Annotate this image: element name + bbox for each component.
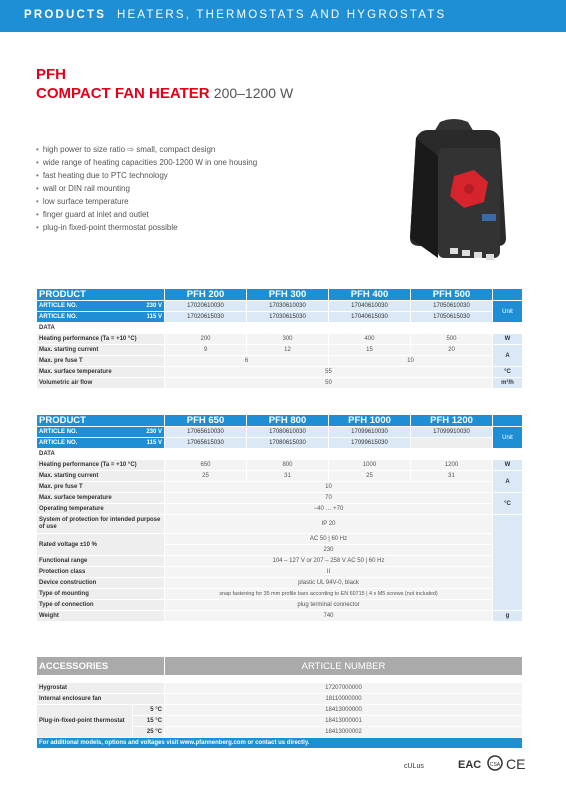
spec-unit: A — [493, 471, 523, 493]
spec-value: 31 — [247, 471, 329, 482]
ce-mark — [506, 756, 525, 772]
spec-label: Max. pre fuse T — [37, 482, 165, 493]
spec-unit: °C — [493, 493, 523, 515]
spec-row — [37, 534, 523, 545]
spec-label: Volumetric air flow — [37, 378, 165, 389]
feature-item: • plug-in fixed-point thermostat possible — [36, 221, 257, 234]
accessory-row — [37, 705, 523, 716]
spec-row — [37, 460, 523, 471]
data-label: DATA — [37, 449, 523, 460]
spec-value: 650 — [165, 460, 247, 471]
model-header: PFH 200 — [165, 289, 247, 301]
thermostat-temp: 15 °C — [133, 716, 165, 727]
spec-value: 740 — [165, 611, 493, 622]
accessory-article: 18110000000 — [165, 694, 523, 705]
spec-unit: m³/h — [493, 378, 523, 389]
spec-label: Functional range — [37, 556, 165, 567]
spec-unit-empty — [493, 515, 523, 611]
accessories-header: ACCESSORIES — [37, 657, 165, 676]
article-number: 17099610030 — [329, 427, 411, 438]
product-header: PRODUCT — [37, 289, 165, 301]
spec-value: 10 — [165, 482, 493, 493]
footnote-row — [37, 738, 523, 749]
article-number: 17099615030 — [329, 438, 411, 449]
article-number-header: ARTICLE NUMBER — [165, 657, 523, 676]
article-number: 17020615030 — [165, 312, 247, 323]
unit-header: Unit — [493, 427, 523, 449]
spec-value: 25 — [329, 471, 411, 482]
article-number: 17050610030 — [411, 301, 493, 312]
article-number: 17030610030 — [247, 301, 329, 312]
spec-label: Rated voltage ±10 % — [37, 534, 165, 556]
spec-unit: g — [493, 611, 523, 622]
spec-value: 31 — [411, 471, 493, 482]
feature-list — [36, 143, 257, 234]
banner-section: HEATERS, THERMOSTATS AND HYGROSTATS — [116, 9, 447, 21]
spec-label: Type of mounting — [37, 589, 165, 600]
unit-header: Unit — [493, 301, 523, 323]
spec-value: IP 20 — [165, 515, 493, 534]
spec-value: 200 — [165, 334, 247, 345]
csa-label: CSA — [489, 762, 501, 768]
product-name: COMPACT FAN HEATER — [36, 85, 210, 102]
spec-label: Max. starting current — [37, 471, 165, 482]
article-number: 17065610030 — [165, 427, 247, 438]
model-header: PFH 500 — [411, 289, 493, 301]
banner-category: PRODUCTS — [24, 9, 107, 21]
power-range: 200–1200 W — [213, 85, 294, 101]
spec-row — [37, 578, 523, 589]
model-header: PFH 1000 — [329, 415, 411, 427]
spec-label: Operating temperature — [37, 504, 165, 515]
header-banner — [0, 0, 566, 32]
spec-unit: W — [493, 334, 523, 345]
certification-marks — [402, 752, 532, 774]
culus-mark — [404, 763, 424, 770]
feature-item: • wall or DIN rail mounting — [36, 182, 257, 195]
accessory-article: 18413000002 — [165, 727, 523, 738]
accessory-article: 18413000001 — [165, 716, 523, 727]
table1-header-row — [37, 289, 523, 301]
csa-mark — [488, 756, 502, 770]
model-header: PFH 400 — [329, 289, 411, 301]
article-label: ARTICLE NO. 230 V — [37, 301, 165, 312]
spec-value: 1200 — [411, 460, 493, 471]
spec-row — [37, 504, 523, 515]
spec-row — [37, 567, 523, 578]
spec-value: 800 — [247, 460, 329, 471]
spec-value: 25 — [165, 471, 247, 482]
spec-label: Heating performance (Ta = +10 °C) — [37, 460, 165, 471]
article-number — [411, 438, 493, 449]
spec-label: Weight — [37, 611, 165, 622]
article-number: 17065615030 — [165, 438, 247, 449]
spec-value: 104 – 127 V or 207 – 258 V AC 50 | 60 Hz — [165, 556, 493, 567]
spec-table-1 — [36, 288, 523, 389]
spec-value: 300 — [247, 334, 329, 345]
footnote: For additional models, options and voltages visit www.pfannenberg.com or contact us directly. — [37, 738, 523, 749]
article-number: 17030615030 — [247, 312, 329, 323]
spec-value: AC 50 | 60 Hz — [165, 534, 493, 545]
eac-label: EAC — [458, 759, 482, 771]
model-header: PFH 300 — [247, 289, 329, 301]
article-number: 17080610030 — [247, 427, 329, 438]
article-row-230 — [37, 427, 523, 438]
spec-value: plug terminal connector — [165, 600, 493, 611]
accessory-label: Plug-in-fixed-point thermostat — [37, 705, 133, 738]
spec-label: Protection class — [37, 567, 165, 578]
culus-label: cULus — [404, 763, 424, 770]
spec-label: Max. surface temperature — [37, 493, 165, 504]
thermostat-temp: 5 °C — [133, 705, 165, 716]
accessory-label: Internal enclosure fan — [37, 694, 165, 705]
spec-label: Max. surface temperature — [37, 367, 165, 378]
spec-row — [37, 589, 523, 600]
spec-unit: W — [493, 460, 523, 471]
table2-header-row — [37, 415, 523, 427]
spec-row — [37, 378, 523, 389]
product-family-title: PFH — [36, 66, 66, 83]
spec-value: II — [165, 567, 493, 578]
spec-row — [37, 345, 523, 356]
article-number: 17020610030 — [165, 301, 247, 312]
spec-value: 6 — [165, 356, 329, 367]
feature-item: • fast heating due to PTC technology — [36, 169, 257, 182]
spec-label: Type of connection — [37, 600, 165, 611]
product-title — [36, 84, 293, 103]
spec-row — [37, 611, 523, 622]
article-label: ARTICLE NO. 115 V — [37, 438, 165, 449]
spec-unit: °C — [493, 367, 523, 378]
page-title — [36, 66, 293, 103]
feature-item: • finger guard at inlet and outlet — [36, 208, 257, 221]
spec-value: 9 — [165, 345, 247, 356]
thermostat-temp: 25 °C — [133, 727, 165, 738]
article-row-115 — [37, 438, 523, 449]
spec-value: 70 — [165, 493, 493, 504]
spec-value: 1000 — [329, 460, 411, 471]
accessory-row — [37, 694, 523, 705]
spec-value: 10 — [329, 356, 493, 367]
data-label: DATA — [37, 323, 523, 334]
article-number: 17099910030 — [411, 427, 493, 438]
spec-value: 20 — [411, 345, 493, 356]
accessory-label: Hygrostat — [37, 683, 165, 694]
article-number: 17080615030 — [247, 438, 329, 449]
spec-label: Heating performance (Ta = +10 °C) — [37, 334, 165, 345]
spec-value: 15 — [329, 345, 411, 356]
spec-value: 230 — [165, 545, 493, 556]
article-number: 17040615030 — [329, 312, 411, 323]
data-section-row — [37, 449, 523, 460]
article-label: ARTICLE NO. 115 V — [37, 312, 165, 323]
spec-value: −40 … +70 — [165, 504, 493, 515]
spec-value: 50 — [165, 378, 493, 389]
model-header: PFH 800 — [247, 415, 329, 427]
article-row-115 — [37, 312, 523, 323]
article-row-230 — [37, 301, 523, 312]
model-header: PFH 650 — [165, 415, 247, 427]
ce-label: CE — [506, 756, 526, 772]
spec-value: 12 — [247, 345, 329, 356]
spec-row — [37, 515, 523, 534]
spec-label: System of protection for intended purpose of use — [37, 515, 165, 534]
spec-label: Max. starting current — [37, 345, 165, 356]
model-header: PFH 1200 — [411, 415, 493, 427]
spec-value: 400 — [329, 334, 411, 345]
spec-value: snap fastening for 35 mm profile bars according to EN 60715 | 4 x M5 screws (not included) — [165, 589, 493, 600]
accessory-article: 17207000000 — [165, 683, 523, 694]
spec-value: plastic UL 94V-0, black — [165, 578, 493, 589]
feature-item: • low surface temperature — [36, 195, 257, 208]
article-number: 17040610030 — [329, 301, 411, 312]
product-header: PRODUCT — [37, 415, 165, 427]
spec-label: Device construction — [37, 578, 165, 589]
feature-item: • high power to size ratio ⇨ small, compact design — [36, 143, 257, 156]
spec-row — [37, 471, 523, 482]
spec-row — [37, 556, 523, 567]
spec-table-2 — [36, 414, 523, 622]
accessory-row — [37, 683, 523, 694]
spec-value: 55 — [165, 367, 493, 378]
data-section-row — [37, 323, 523, 334]
spec-label: Max. pre fuse T — [37, 356, 165, 367]
spec-row — [37, 356, 523, 367]
feature-item: • wide range of heating capacities 200-1200 W in one housing — [36, 156, 257, 169]
spec-row — [37, 493, 523, 504]
accessories-table — [36, 656, 523, 749]
spec-row — [37, 600, 523, 611]
spec-row — [37, 482, 523, 493]
spec-row — [37, 367, 523, 378]
spec-row — [37, 334, 523, 345]
spec-unit: A — [493, 345, 523, 367]
article-number: 17050615030 — [411, 312, 493, 323]
product-photo — [398, 118, 510, 270]
eac-mark — [458, 759, 481, 771]
article-label: ARTICLE NO. 230 V — [37, 427, 165, 438]
accessories-header-row — [37, 657, 523, 676]
accessory-article: 18413000000 — [165, 705, 523, 716]
spec-value: 500 — [411, 334, 493, 345]
